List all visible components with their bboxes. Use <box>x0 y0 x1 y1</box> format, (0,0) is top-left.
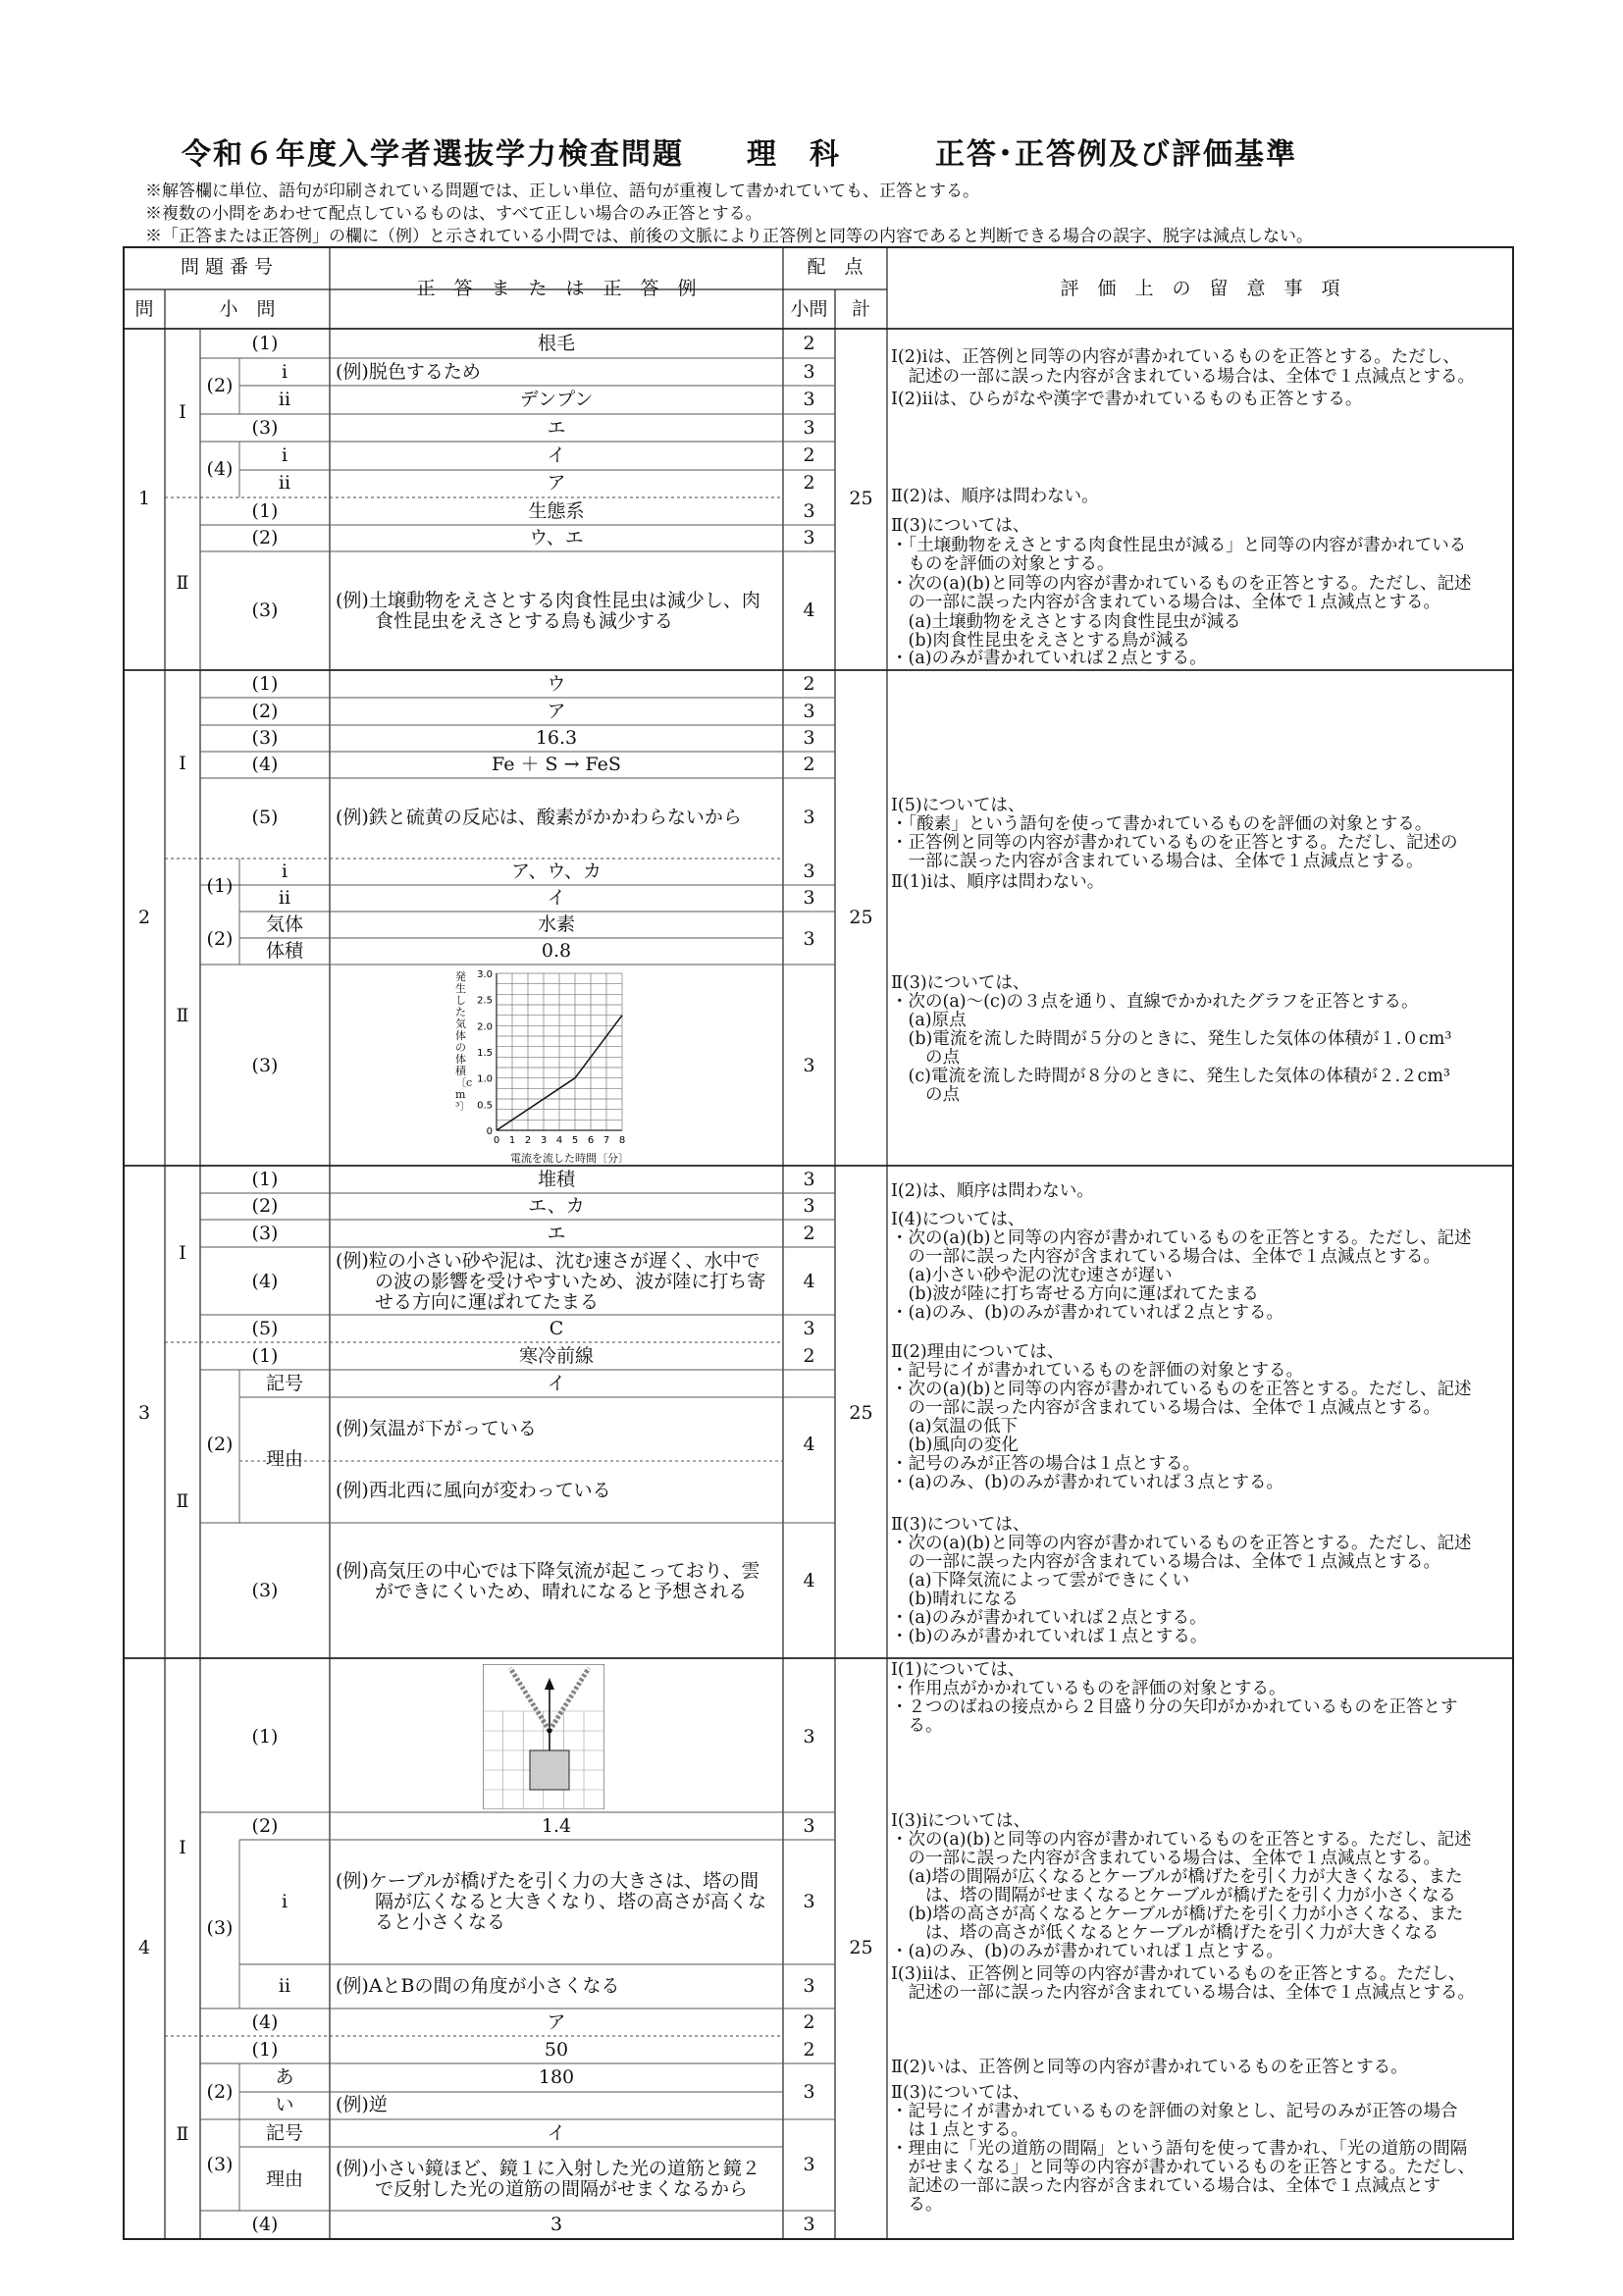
q2-remark-11: の点 <box>891 1085 960 1105</box>
q4-remark-11: ・(a)のみ、(b)のみが書かれていれば１点とする。 <box>891 1942 1283 1961</box>
q2-r3-a: Fe ＋ S → FeS <box>492 754 621 775</box>
graph-ytick-label: 0 <box>486 1126 493 1137</box>
q1-remark-2: Ⅰ(2)ⅱは、ひらがなや漢字で書かれているものも正答とする。 <box>891 390 1363 409</box>
q3-r5-n: (1) <box>251 1345 279 1367</box>
q1-remark-4: Ⅱ(3)については、 <box>891 516 1030 536</box>
q4-remark-9: (b)塔の高さが高くなるとケーブルが橋げたを引く力が小さくなる、また <box>891 1905 1464 1924</box>
q2-r2-a: 16.3 <box>535 727 578 749</box>
q2-r4-a: (例)鉄と硫黄の反応は、酸素がかかわらないから <box>336 807 742 828</box>
q4-r10-n: (4) <box>251 2214 279 2235</box>
q3-remark-6: ・(a)のみ、(b)のみが書かれていれば２点とする。 <box>891 1303 1283 1323</box>
q4-r1-a: 1.4 <box>541 1815 572 1837</box>
q1-r2-n: ii <box>278 389 291 410</box>
q4-remark-4: Ⅰ(3)ⅰについては、 <box>891 1811 1030 1831</box>
q2-r8-a: 0.8 <box>541 940 572 962</box>
q4-group-2: (2) <box>206 2081 234 2103</box>
q4-remark-1: ・作用点がかかれているものを評価の対象とする。 <box>891 1679 1286 1698</box>
graph-ytick-label: 3.0 <box>477 969 493 980</box>
q3-remark-18: (a)下降気流によって雲ができにくい <box>891 1571 1190 1591</box>
q4-r0-p: 3 <box>803 1726 815 1748</box>
q4-total: 25 <box>849 1937 873 1958</box>
q4-remark-5: ・次の(a)(b)と同等の内容が書かれているものを正答とする。ただし、記述 <box>891 1830 1472 1850</box>
q4-r2-n: i <box>281 1891 288 1912</box>
header-points: 配 点 <box>807 256 864 278</box>
q2-r6-p: 3 <box>803 887 815 909</box>
q1-r1-a: (例)脱色するため <box>336 361 481 383</box>
q3-remark-0: Ⅰ(2)は、順序は問わない。 <box>891 1181 1094 1201</box>
q2-remark-8: (b)電流を流した時間が５分のときに、発生した気体の体積が１.０cm³ <box>891 1029 1452 1049</box>
q4-r9-p: 3 <box>803 2154 815 2175</box>
q4-r2-a1: (例)ケーブルが橋げたを引く力の大きさは、塔の間 <box>336 1870 759 1892</box>
q2-r3-n: (4) <box>251 754 279 775</box>
q4-r7-n: い <box>275 2094 294 2115</box>
q2-r1-a: ア <box>547 701 566 722</box>
graph-xtick-label: 4 <box>555 1135 563 1146</box>
q3-r3-a1: (例)粒の小さい砂や泥は、沈む速さが遅く、水中で <box>336 1250 760 1272</box>
q2-remark-4: Ⅱ(1)ⅰは、順序は問わない。 <box>891 872 1105 892</box>
q2-r1-n: (2) <box>251 701 279 722</box>
force-arrow-icon <box>545 1678 554 1690</box>
q1-r3-a: エ <box>547 417 566 439</box>
q4-remark-8: は、塔の間隔がせまくなるとケーブルが橋げたを引く力が小さくなる <box>891 1886 1456 1905</box>
q3-r1-p: 3 <box>803 1195 815 1217</box>
q3-r8-p: 4 <box>803 1570 815 1592</box>
note-2: ※複数の小問をあわせて配点しているものは、すべて正しい場合のみ正答とする。 <box>145 204 762 224</box>
q3-remark-12: (b)風向の変化 <box>891 1435 1019 1455</box>
q4-section-2: Ⅱ <box>176 2123 189 2145</box>
q1-r8-a2: 食性昆虫をえさとする鳥も減少する <box>375 610 674 632</box>
q1-total: 25 <box>849 488 873 509</box>
q1-section-2: Ⅱ <box>176 572 189 594</box>
q1-remark-5: ・「土壌動物をえさとする肉食性昆虫が減る」と同等の内容が書かれている <box>891 536 1467 555</box>
q3-remark-15: Ⅱ(3)については、 <box>891 1515 1030 1535</box>
q4-r5-a: 50 <box>544 2039 569 2061</box>
q1-group-4: (4) <box>206 458 234 480</box>
q3-r7-p: 4 <box>803 1434 815 1455</box>
gas-graph-ylabel: 発生した気体の体積〔cm³〕 <box>455 970 473 1113</box>
q4-r1-n: (2) <box>251 1815 279 1837</box>
q2-r4-n: (5) <box>251 807 279 828</box>
q4-remark-3: る。 <box>891 1716 943 1736</box>
q2-r0-p: 2 <box>803 673 815 695</box>
q3-remark-5: (b)波が陸に打ち寄せる方向に運ばれてたまる <box>891 1284 1259 1304</box>
header-points-total: 計 <box>851 298 870 320</box>
q4-r9-a2: で反射した光の道筋の間隔がせまくなるから <box>375 2178 749 2200</box>
graph-ytick-label: 1.5 <box>477 1048 493 1059</box>
graph-xtick-label: 3 <box>540 1135 548 1146</box>
q4-r5-n: (1) <box>251 2039 279 2061</box>
q4-r0-n: (1) <box>251 1726 279 1748</box>
q1-r7-p: 3 <box>803 527 815 548</box>
q3-remark-4: (a)小さい砂や泥の沈む速さが遅い <box>891 1266 1173 1285</box>
q4-r8-a: イ <box>547 2122 566 2144</box>
graph-xtick-label: 6 <box>587 1135 595 1146</box>
q1-r6-a: 生態系 <box>528 500 585 522</box>
graph-xtick-label: 1 <box>508 1135 516 1146</box>
q1-remark-8: の一部に誤った内容が含まれている場合は、全体で１点減点とする。 <box>891 593 1440 612</box>
q4-r2-a2: 隔が広くなると大きくなり、塔の高さが高くな <box>375 1891 767 1912</box>
q4-remark-14: Ⅱ(2)いは、正答例と同等の内容が書かれているものを正答とする。 <box>891 2058 1408 2077</box>
q4-group-3b: (3) <box>206 2154 234 2175</box>
q4-r4-n: (4) <box>251 2011 279 2033</box>
q3-r0-n: (1) <box>251 1169 279 1190</box>
q3-section-1: Ⅰ <box>179 1242 186 1264</box>
q4-r7-a: (例)逆 <box>336 2094 388 2115</box>
q2-r2-p: 3 <box>803 727 815 749</box>
q1-r0-p: 2 <box>803 333 815 354</box>
q3-r7-n: 理由 <box>265 1448 303 1470</box>
q3-r7-a: (例)気温が下がっている <box>336 1418 537 1439</box>
q1-remark-3: Ⅱ(2)は、順序は問わない。 <box>891 487 1099 506</box>
q3-remark-21: ・(b)のみが書かれていれば１点とする。 <box>891 1627 1208 1646</box>
q1-remark-7: ・次の(a)(b)と同等の内容が書かれているものを正答とする。ただし、記述 <box>891 574 1472 594</box>
q1-r5-a: ア <box>547 472 566 494</box>
q3-r3-p: 4 <box>803 1271 815 1292</box>
q4-r6-n: あ <box>275 2066 294 2088</box>
q3-remark-14: ・(a)のみ、(b)のみが書かれていれば３点とする。 <box>891 1473 1283 1492</box>
q2-remark-5: Ⅱ(3)については、 <box>891 973 1030 993</box>
gas-graph-xlabel: 電流を流した時間〔分〕 <box>510 1152 629 1165</box>
q1-r2-p: 3 <box>803 389 815 410</box>
q4-r7-p: 3 <box>803 2081 815 2103</box>
q3-r0-a: 堆積 <box>537 1169 575 1190</box>
q4-r4-a: ア <box>547 2011 566 2033</box>
q1-remark-10: (b)肉食性昆虫をえさとする鳥が減る <box>891 631 1190 651</box>
q4-r3-a: (例)AとBの間の角度が小さくなる <box>336 1975 620 1997</box>
q4-remark-18: ・理由に「光の道筋の間隔」という語句を使って書かれ、「光の道筋の間隔 <box>891 2139 1468 2159</box>
q4-r10-p: 3 <box>803 2214 815 2235</box>
q2-remark-0: Ⅰ(5)については、 <box>891 796 1025 815</box>
q4-r9-n: 理由 <box>265 2168 303 2190</box>
q2-remark-7: (a)原点 <box>891 1011 967 1030</box>
q3-remark-8: ・記号にイが書かれているものを評価の対象とする。 <box>891 1361 1303 1381</box>
q4-section-1: Ⅰ <box>179 1837 186 1858</box>
q4-remark-15: Ⅱ(3)については、 <box>891 2083 1030 2103</box>
q2-section-2: Ⅱ <box>176 1005 189 1026</box>
q1-group-2: (2) <box>206 375 234 396</box>
q1-r7-n: (2) <box>251 527 279 548</box>
q1-r1-n: i <box>281 361 288 383</box>
q2-r7-a: 水素 <box>537 913 575 935</box>
q3-r0-p: 3 <box>803 1169 815 1190</box>
q3-r6-n: 記号 <box>265 1373 303 1394</box>
q1-r4-n: i <box>281 444 288 466</box>
q2-r6-a: イ <box>547 887 566 909</box>
q4-remark-2: ・２つのばねの接点から２目盛り分の矢印がかかれているものを正答とす <box>891 1697 1458 1717</box>
q3-r8-n: (3) <box>251 1580 279 1601</box>
q4-r1-p: 3 <box>803 1815 815 1837</box>
q1-r6-n: (1) <box>251 500 279 522</box>
graph-xtick-label: 8 <box>618 1135 626 1146</box>
q1-r2-a: デンプン <box>519 389 594 410</box>
graph-xtick-label: 7 <box>602 1135 610 1146</box>
graph-ytick-label: 2.5 <box>477 995 493 1007</box>
q4-r5-p: 2 <box>803 2039 815 2061</box>
q4-remark-20: 記述の一部に誤った内容が含まれている場合は、全体で１点減点とす <box>891 2176 1440 2196</box>
q1-remark-6: ものを評価の対象とする。 <box>891 554 1115 574</box>
q1-r5-n: ii <box>278 472 291 494</box>
q3-group-2: (2) <box>206 1434 234 1455</box>
q3-r6-a: イ <box>547 1373 566 1394</box>
q4-remark-21: る。 <box>891 2195 943 2215</box>
q3-r4-p: 3 <box>803 1318 815 1339</box>
q4-r10-a: 3 <box>550 2214 563 2235</box>
q3-r2-a: エ <box>547 1223 566 1244</box>
q3-r4-n: (5) <box>251 1318 279 1339</box>
q1-remark-9: (a)土壌動物をえさとする肉食性昆虫が減る <box>891 612 1241 632</box>
q1-r4-a: イ <box>547 444 566 466</box>
q3-r3-n: (4) <box>251 1271 279 1292</box>
header-shomon: 小 問 <box>219 298 276 320</box>
q4-r9-a1: (例)小さい鏡ほど、鏡１に入射した光の道筋と鏡２ <box>336 2158 760 2179</box>
q1-r5-p: 2 <box>803 472 815 494</box>
q1-r8-a1: (例)土壌動物をえさとする肉食性昆虫は減少し、肉 <box>336 590 760 611</box>
q2-remark-1: ・「酸素」という語句を使って書かれているものを評価の対象とする。 <box>891 814 1433 834</box>
q3-r7-b: (例)西北西に風向が変わっている <box>336 1480 611 1501</box>
q3-r1-n: (2) <box>251 1195 279 1217</box>
q3-remark-7: Ⅱ(2)理由については、 <box>891 1342 1065 1362</box>
q1-r7-a: ウ、エ <box>529 527 584 548</box>
q4-r8-n: 記号 <box>265 2122 303 2144</box>
q4-number: 4 <box>137 1937 151 1958</box>
q4-r2-a3: ると小さくなる <box>375 1911 506 1933</box>
q3-remark-10: の一部に誤った内容が含まれている場合は、全体で１点減点とする。 <box>891 1398 1440 1418</box>
q3-r5-a: 寒冷前線 <box>518 1345 594 1367</box>
q1-r1-p: 3 <box>803 361 815 383</box>
q1-number: 1 <box>137 488 151 509</box>
q3-r5-p: 2 <box>803 1345 815 1367</box>
q3-remark-9: ・次の(a)(b)と同等の内容が書かれているものを正答とする。ただし、記述 <box>891 1380 1472 1399</box>
q1-r0-n: (1) <box>251 333 279 354</box>
graph-xtick-label: 2 <box>524 1135 532 1146</box>
q2-r0-a: ウ <box>547 673 566 695</box>
q2-r1-p: 3 <box>803 701 815 722</box>
q4-r3-p: 3 <box>803 1975 815 1997</box>
q4-remark-7: (a)塔の間隔が広くなるとケーブルが橋げたを引く力が大きくなる、また <box>891 1867 1463 1887</box>
q1-r0-a: 根毛 <box>537 333 575 354</box>
header-answer: 正 答 ま た は 正 答 例 <box>416 278 697 299</box>
q1-section-1: Ⅰ <box>179 401 186 423</box>
q3-r8-a2: ができにくいため、晴れになると予想される <box>375 1581 748 1602</box>
q3-remark-16: ・次の(a)(b)と同等の内容が書かれているものを正答とする。ただし、記述 <box>891 1534 1472 1553</box>
q2-remark-6: ・次の(a)～(c)の３点を通り、直線でかかれたグラフを正答とする。 <box>891 992 1419 1012</box>
q4-remark-10: は、塔の高さが低くなるとケーブルが橋げたを引く力が大きくなる <box>891 1923 1440 1943</box>
q4-remark-16: ・記号にイが書かれているものを評価の対象とし、記号のみが正答の場合 <box>891 2102 1458 2121</box>
q3-remark-2: ・次の(a)(b)と同等の内容が書かれているものを正答とする。ただし、記述 <box>891 1228 1472 1248</box>
q3-r8-a1: (例)高気圧の中心では下降気流が起こっており、雲 <box>336 1560 760 1582</box>
q2-r9-n: (3) <box>251 1055 279 1076</box>
q3-remark-3: の一部に誤った内容が含まれている場合は、全体で１点減点とする。 <box>891 1247 1440 1267</box>
q3-r2-p: 2 <box>803 1223 815 1244</box>
q2-remark-10: (c)電流を流した時間が８分のときに、発生した気体の体積が２.２cm³ <box>891 1067 1450 1086</box>
q4-remark-12: Ⅰ(3)ⅱは、正答例と同等の内容が書かれているものを正答とする。ただし、 <box>891 1964 1466 1984</box>
q1-remark-11: ・(a)のみが書かれていれば２点とする。 <box>891 649 1207 668</box>
q2-remark-3: 一部に誤った内容が含まれている場合は、全体で１点減点とする。 <box>891 852 1424 871</box>
q2-remark-9: の点 <box>891 1048 960 1068</box>
q3-r2-n: (3) <box>251 1223 279 1244</box>
q4-r2-p: 3 <box>803 1891 815 1912</box>
q1-r3-p: 3 <box>803 417 815 439</box>
q3-r1-a: エ、カ <box>528 1195 585 1217</box>
graph-xtick-label: 0 <box>493 1135 500 1146</box>
q1-r3-n: (3) <box>251 417 279 439</box>
note-3: ※「正答または正答例」の欄に（例）と示されている小問では、前後の文脈により正答例と同等の内容であると判断できる場合の誤字、脱字は減点しない。 <box>145 227 1313 246</box>
q3-section-2: Ⅱ <box>176 1490 189 1512</box>
page-title: 令和６年度入学者選抜学力検査問題 理 科 正答･正答例及び評価基準 <box>182 137 1297 172</box>
q2-group-1: (1) <box>206 875 234 897</box>
graph-ytick-label: 0.5 <box>477 1100 493 1112</box>
q2-r7-n: 気体 <box>265 913 303 935</box>
q2-total: 25 <box>849 907 873 928</box>
graph-ytick-label: 2.0 <box>477 1021 493 1033</box>
q3-remark-20: ・(a)のみが書かれていれば２点とする。 <box>891 1608 1207 1628</box>
q3-r3-a2: の波の影響を受けやすいため、波が陸に打ち寄 <box>375 1271 766 1292</box>
note-1: ※解答欄に単位、語句が印刷されている問題では、正しい単位、語句が重複して書かれていても、正答とする。 <box>145 182 979 201</box>
q2-r5-a: ア、ウ、カ <box>511 861 602 882</box>
q3-number: 3 <box>137 1402 151 1424</box>
q4-remark-17: は１点とする。 <box>891 2120 1028 2140</box>
q1-remark-0: Ⅰ(2)ⅰは、正答例と同等の内容が書かれているものを正答とする。ただし、 <box>891 347 1460 367</box>
q3-r3-a3: せる方向に運ばれてたまる <box>375 1291 600 1313</box>
q4-r3-n: ii <box>278 1975 291 1997</box>
q2-r8-p: 3 <box>803 928 815 950</box>
spring-force-diagram <box>483 1664 604 1809</box>
q2-r5-p: 3 <box>803 861 815 882</box>
q1-r6-p: 3 <box>803 500 815 522</box>
q2-r5-n: i <box>281 861 288 882</box>
q4-r6-a: 180 <box>538 2066 575 2088</box>
q2-r8-n: 体積 <box>265 940 303 962</box>
q1-r8-p: 4 <box>803 600 815 621</box>
q2-r4-p: 3 <box>803 807 815 828</box>
q2-number: 2 <box>137 907 151 928</box>
q2-remark-2: ・正答例と同等の内容が書かれているものを正答とする。ただし、記述の <box>891 833 1458 853</box>
header-points-each: 小問 <box>790 298 828 320</box>
q4-remark-6: の一部に誤った内容が含まれている場合は、全体で１点減点とする。 <box>891 1849 1440 1868</box>
q4-group-3: (3) <box>206 1917 234 1939</box>
q2-r6-n: ii <box>278 887 291 909</box>
header-remarks: 評 価 上 の 留 意 事 項 <box>1060 278 1340 299</box>
q1-r4-p: 2 <box>803 444 815 466</box>
q3-remark-13: ・記号のみが正答の場合は１点とする。 <box>891 1454 1200 1474</box>
q4-r4-p: 2 <box>803 2011 815 2033</box>
q3-remark-19: (b)晴れになる <box>891 1590 1019 1609</box>
q3-remark-11: (a)気温の低下 <box>891 1417 1019 1436</box>
q2-group-2: (2) <box>206 928 234 950</box>
q2-r2-n: (3) <box>251 727 279 749</box>
graph-xtick-label: 5 <box>571 1135 579 1146</box>
q2-section-1: Ⅰ <box>179 753 186 774</box>
q3-remark-1: Ⅰ(4)については、 <box>891 1210 1025 1229</box>
q1-remark-1: 記述の一部に誤った内容が含まれている場合は、全体で１点減点とする。 <box>891 367 1475 387</box>
q2-r3-p: 2 <box>803 754 815 775</box>
header-mon: 問 <box>134 298 154 320</box>
q4-remark-13: 記述の一部に誤った内容が含まれている場合は、全体で１点減点とする。 <box>891 1983 1475 2003</box>
q4-remark-19: がせまくなる」と同等の内容が書かれているものを正答とする。ただし、 <box>891 2158 1475 2177</box>
header-problem-number: 問 題 番 号 <box>180 256 274 278</box>
q3-remark-17: の一部に誤った内容が含まれている場合は、全体で１点減点とする。 <box>891 1552 1440 1572</box>
graph-ytick-label: 1.0 <box>477 1073 493 1085</box>
q1-r8-n: (3) <box>251 600 279 621</box>
q3-total: 25 <box>849 1402 873 1424</box>
q2-r9-p: 3 <box>803 1055 815 1076</box>
q2-r0-n: (1) <box>251 673 279 695</box>
q3-r4-a: C <box>549 1318 564 1339</box>
q4-remark-0: Ⅰ(1)については、 <box>891 1660 1025 1680</box>
